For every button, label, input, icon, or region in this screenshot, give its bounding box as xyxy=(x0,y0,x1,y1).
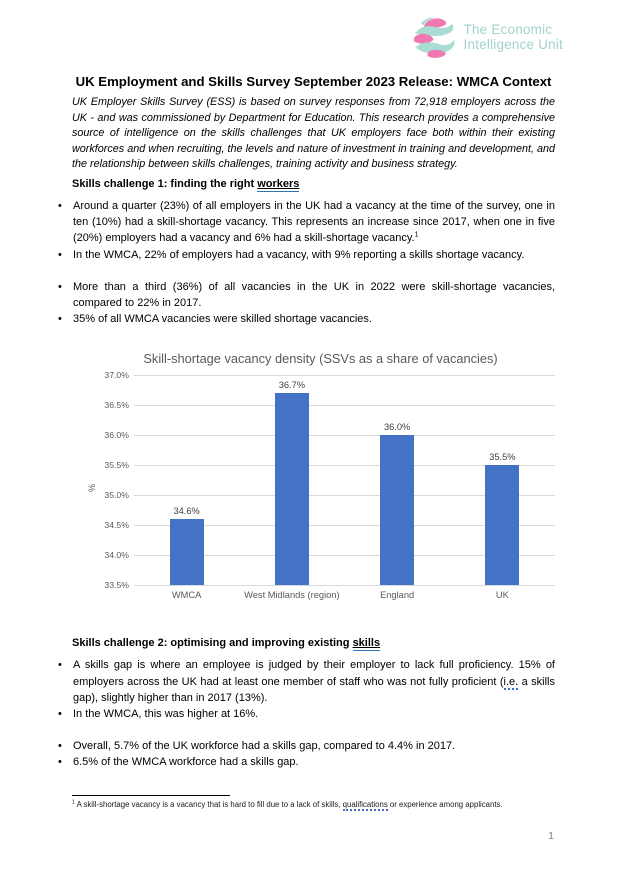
y-tick-label: 36.5% xyxy=(104,400,129,411)
bar xyxy=(170,519,204,585)
bar-value-label: 35.5% xyxy=(489,452,516,463)
bullet-item: • In the WMCA, this was higher at 16%. xyxy=(73,706,555,722)
y-tick-label: 36.0% xyxy=(104,430,129,441)
footnote-separator xyxy=(72,795,230,796)
x-tick-label: West Midlands (region) xyxy=(244,590,340,601)
x-axis-labels xyxy=(134,590,555,600)
section2-heading: Skills challenge 2: optimising and improving existing skills xyxy=(72,637,381,650)
bar-column xyxy=(239,375,344,585)
y-tick-label: 33.5% xyxy=(104,580,129,591)
bullet-item: • Overall, 5.7% of the UK workforce had a skills gap, compared to 4.4% in 2017. xyxy=(73,738,555,754)
bullet-item: • In the WMCA, 22% of employers had a vacancy, with 9% reporting a skills shortage vacancy. xyxy=(73,247,555,263)
bullet-item: • More than a third (36%) of all vacancies in the UK in 2022 were skill-shortage vacancies, compared to 22% in 2017. xyxy=(73,279,555,311)
gridline xyxy=(134,585,555,586)
x-tick-label: England xyxy=(380,590,415,601)
y-axis-tick-labels xyxy=(98,370,134,591)
ssv-density-chart xyxy=(86,351,555,600)
bar xyxy=(380,435,414,585)
page-title: UK Employment and Skills Survey September 2023 Release: WMCA Context xyxy=(75,74,552,89)
section1-heading: Skills challenge 1: finding the right workers xyxy=(72,178,300,190)
x-tick-label: UK xyxy=(495,590,509,601)
section2-bullet-list xyxy=(73,657,555,770)
bullet-item: • Around a quarter (23%) of all employers in the UK had a vacancy at the time of the survey, one in ten (10%) had a skill-shortage vacancy. This represents an increase since 2017, when one in five (20%) employers had a vacancy and 6% had a skill-shortage vacancy.$^1$ xyxy=(73,198,555,247)
bar xyxy=(275,393,309,585)
bar-column xyxy=(450,375,555,585)
y-tick-label: 35.0% xyxy=(104,490,129,501)
bar-column xyxy=(134,375,239,585)
bar-value-label: 34.6% xyxy=(173,506,200,517)
logo-text-line1: The Economic xyxy=(463,22,553,37)
plot-area xyxy=(134,375,555,585)
footnote: $^1$ A skill-shortage vacancy is a vacancy that is hard to fill due to a lack of skills, qualifications or experience among applicants. xyxy=(72,799,503,809)
y-tick-label: 34.0% xyxy=(104,550,129,561)
bullet-item: • 35% of all WMCA vacancies were skilled shortage vacancies. xyxy=(73,311,555,327)
bar xyxy=(485,465,519,585)
bullet-item: • 6.5% of the WMCA workforce had a skills gap. xyxy=(73,754,555,770)
bar-value-label: 36.0% xyxy=(383,422,411,433)
eiu-logo-icon xyxy=(411,14,457,60)
y-axis-title: % xyxy=(87,483,97,492)
y-tick-label: 34.5% xyxy=(104,520,129,531)
page-number: 1 xyxy=(548,830,554,842)
section1-bullet-list xyxy=(73,198,555,327)
y-tick-label: 35.5% xyxy=(104,460,129,471)
intro-paragraph: UK Employer Skills Survey (ESS) is based on survey responses from 72,918 employers across the UK - and was commissioned by Department for Education. This research provides a comprehensive source of intelligence on the skills challenges that UK employers face both within their existing workforces and when recruiting, the levels and nature of investment in training and development, and the relationship between skills challenges, training activity and business strategy. xyxy=(72,96,555,171)
logo xyxy=(72,14,563,60)
logo-text xyxy=(464,22,563,52)
logo-text-line2: Intelligence Unit xyxy=(463,37,563,52)
x-tick-label: WMCA xyxy=(171,590,202,601)
bar-value-label: 36.7% xyxy=(278,380,306,391)
y-tick-label: 37.0% xyxy=(104,370,129,381)
bar-column xyxy=(345,375,450,585)
chart-title: Skill-shortage vacancy density (SSVs as a share of vacancies) xyxy=(143,351,498,367)
bullet-item: • A skills gap is where an employee is judged by their employer to lack full proficiency. 15% of employers across the UK had at least one member of staff who was not fully proficient (i.e. a skills gap), slightly higher than in 2017 (13%). xyxy=(73,657,555,706)
